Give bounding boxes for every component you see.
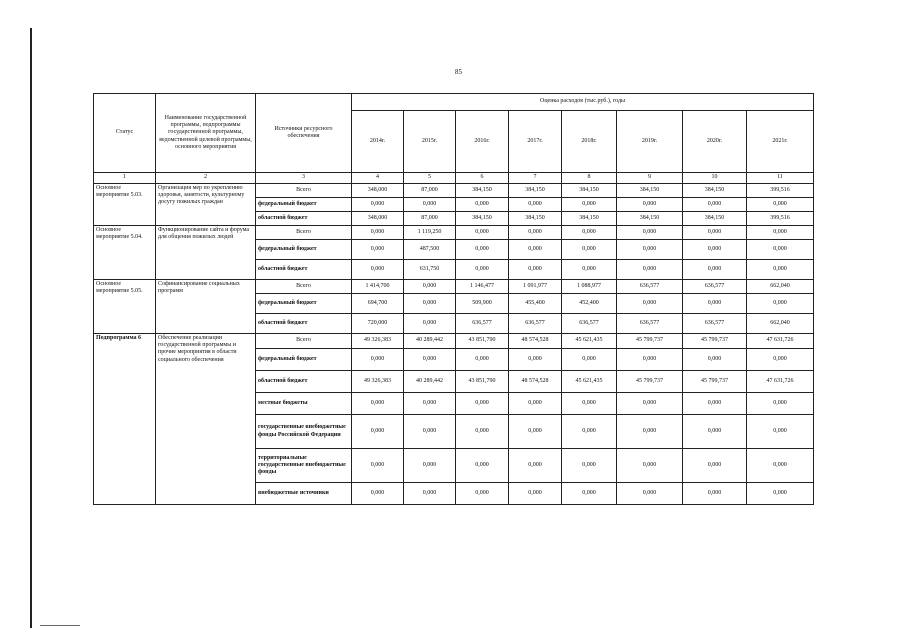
value-cell: 0,000 bbox=[352, 226, 404, 240]
value-cell: 0,000 bbox=[509, 240, 562, 260]
header-name: Наименование государственной программы, подпрограммы государственной программы, ведомственной целевой программы, основного мероприятия bbox=[156, 94, 256, 173]
source-cell: Всего bbox=[256, 184, 352, 198]
value-cell: 636,577 bbox=[509, 314, 562, 334]
value-cell: 384,150 bbox=[562, 184, 617, 198]
value-cell: 0,000 bbox=[617, 198, 683, 212]
header-source: Источники ресурсного обеспечения bbox=[256, 94, 352, 173]
header-year: 2015г. bbox=[404, 111, 456, 173]
value-cell: 0,000 bbox=[617, 240, 683, 260]
value-cell: 0,000 bbox=[747, 198, 814, 212]
value-cell: 0,000 bbox=[352, 349, 404, 371]
column-number: 11 bbox=[747, 173, 814, 184]
value-cell: 0,000 bbox=[617, 294, 683, 314]
value-cell: 48 574,528 bbox=[509, 334, 562, 349]
value-cell: 45 799,737 bbox=[617, 334, 683, 349]
source-cell: территориальные государственные внебюджетные фонды bbox=[256, 449, 352, 483]
value-cell: 384,150 bbox=[509, 184, 562, 198]
value-cell: 0,000 bbox=[617, 393, 683, 415]
value-cell: 0,000 bbox=[509, 260, 562, 280]
column-number: 2 bbox=[156, 173, 256, 184]
value-cell: 0,000 bbox=[509, 449, 562, 483]
value-cell: 0,000 bbox=[404, 393, 456, 415]
value-cell: 452,400 bbox=[562, 294, 617, 314]
value-cell: 0,000 bbox=[562, 449, 617, 483]
header-year: 2019г. bbox=[617, 111, 683, 173]
value-cell: 0,000 bbox=[456, 349, 509, 371]
value-cell: 0,000 bbox=[747, 449, 814, 483]
value-cell: 0,000 bbox=[617, 483, 683, 505]
value-cell: 43 851,790 bbox=[456, 371, 509, 393]
value-cell: 0,000 bbox=[683, 294, 747, 314]
value-cell: 0,000 bbox=[617, 226, 683, 240]
source-cell: государственные внебюджетные фонды Российской Федерации bbox=[256, 415, 352, 449]
source-cell: федеральный бюджет bbox=[256, 240, 352, 260]
value-cell: 0,000 bbox=[683, 415, 747, 449]
value-cell: 0,000 bbox=[683, 393, 747, 415]
value-cell: 0,000 bbox=[456, 393, 509, 415]
source-cell: федеральный бюджет bbox=[256, 294, 352, 314]
source-cell: внебюджетные источники bbox=[256, 483, 352, 505]
value-cell: 0,000 bbox=[404, 294, 456, 314]
source-cell: областной бюджет bbox=[256, 314, 352, 334]
value-cell: 45 621,435 bbox=[562, 371, 617, 393]
column-number: 8 bbox=[562, 173, 617, 184]
value-cell: 636,577 bbox=[683, 280, 747, 294]
source-cell: Всего bbox=[256, 334, 352, 349]
source-cell: местные бюджеты bbox=[256, 393, 352, 415]
value-cell: 87,000 bbox=[404, 212, 456, 226]
group-status: Основное мероприятие 5.04. bbox=[94, 226, 156, 280]
value-cell: 0,000 bbox=[456, 240, 509, 260]
value-cell: 0,000 bbox=[747, 415, 814, 449]
value-cell: 0,000 bbox=[747, 393, 814, 415]
value-cell: 0,000 bbox=[562, 240, 617, 260]
value-cell: 0,000 bbox=[352, 393, 404, 415]
value-cell: 636,577 bbox=[617, 280, 683, 294]
column-number: 3 bbox=[256, 173, 352, 184]
value-cell: 0,000 bbox=[562, 260, 617, 280]
value-cell: 694,700 bbox=[352, 294, 404, 314]
group-name: Функционирование сайта и форума для общения пожилых людей bbox=[156, 226, 256, 280]
table-header bbox=[94, 94, 814, 184]
value-cell: 0,000 bbox=[683, 483, 747, 505]
value-cell: 0,000 bbox=[404, 349, 456, 371]
value-cell: 384,150 bbox=[617, 212, 683, 226]
source-cell: федеральный бюджет bbox=[256, 349, 352, 371]
value-cell: 47 631,726 bbox=[747, 371, 814, 393]
value-cell: 87,000 bbox=[404, 184, 456, 198]
value-cell: 49 326,383 bbox=[352, 371, 404, 393]
source-cell: федеральный бюджет bbox=[256, 198, 352, 212]
value-cell: 487,500 bbox=[404, 240, 456, 260]
value-cell: 0,000 bbox=[617, 449, 683, 483]
value-cell: 0,000 bbox=[404, 198, 456, 212]
value-cell: 0,000 bbox=[683, 449, 747, 483]
page-number: 85 bbox=[455, 68, 462, 76]
value-cell: 636,577 bbox=[456, 314, 509, 334]
value-cell: 662,040 bbox=[747, 280, 814, 294]
value-cell: 45 799,737 bbox=[683, 371, 747, 393]
scan-edge-line bbox=[30, 28, 32, 628]
value-cell: 384,150 bbox=[683, 184, 747, 198]
table-row bbox=[94, 334, 814, 349]
value-cell: 0,000 bbox=[562, 415, 617, 449]
value-cell: 47 631,726 bbox=[747, 334, 814, 349]
value-cell: 384,150 bbox=[509, 212, 562, 226]
value-cell: 0,000 bbox=[683, 349, 747, 371]
source-cell: Всего bbox=[256, 226, 352, 240]
value-cell: 384,150 bbox=[456, 184, 509, 198]
column-number: 7 bbox=[509, 173, 562, 184]
value-cell: 0,000 bbox=[352, 240, 404, 260]
table-body bbox=[94, 184, 814, 505]
value-cell: 0,000 bbox=[404, 483, 456, 505]
scan-edge-mark bbox=[40, 625, 80, 626]
value-cell: 0,000 bbox=[352, 260, 404, 280]
group-status: Основное мероприятие 5.05. bbox=[94, 280, 156, 334]
group-status: Подпрограмма 6 bbox=[94, 334, 156, 505]
value-cell: 0,000 bbox=[456, 415, 509, 449]
value-cell: 0,000 bbox=[404, 280, 456, 294]
value-cell: 1 088,977 bbox=[562, 280, 617, 294]
value-cell: 0,000 bbox=[352, 198, 404, 212]
value-cell: 631,750 bbox=[404, 260, 456, 280]
header-status: Статус bbox=[94, 94, 156, 173]
value-cell: 348,000 bbox=[352, 184, 404, 198]
source-cell: областной бюджет bbox=[256, 371, 352, 393]
value-cell: 43 851,790 bbox=[456, 334, 509, 349]
value-cell: 0,000 bbox=[509, 415, 562, 449]
header-year: 2017г. bbox=[509, 111, 562, 173]
table-row bbox=[94, 184, 814, 198]
value-cell: 0,000 bbox=[509, 393, 562, 415]
value-cell: 509,900 bbox=[456, 294, 509, 314]
table-row bbox=[94, 226, 814, 240]
value-cell: 0,000 bbox=[404, 314, 456, 334]
value-cell: 384,150 bbox=[683, 212, 747, 226]
value-cell: 0,000 bbox=[562, 198, 617, 212]
value-cell: 384,150 bbox=[562, 212, 617, 226]
source-cell: областной бюджет bbox=[256, 212, 352, 226]
column-number: 4 bbox=[352, 173, 404, 184]
value-cell: 0,000 bbox=[456, 226, 509, 240]
value-cell: 0,000 bbox=[617, 349, 683, 371]
value-cell: 0,000 bbox=[456, 449, 509, 483]
value-cell: 399,516 bbox=[747, 184, 814, 198]
header-year: 2018г. bbox=[562, 111, 617, 173]
value-cell: 0,000 bbox=[683, 260, 747, 280]
value-cell: 636,577 bbox=[617, 314, 683, 334]
value-cell: 40 289,442 bbox=[404, 371, 456, 393]
value-cell: 45 621,435 bbox=[562, 334, 617, 349]
table-row bbox=[94, 280, 814, 294]
column-number: 9 bbox=[617, 173, 683, 184]
value-cell: 0,000 bbox=[456, 260, 509, 280]
column-number: 5 bbox=[404, 173, 456, 184]
value-cell: 0,000 bbox=[352, 449, 404, 483]
value-cell: 348,000 bbox=[352, 212, 404, 226]
value-cell: 45 799,737 bbox=[683, 334, 747, 349]
group-name: Софинансирование социальных программ bbox=[156, 280, 256, 334]
expense-table bbox=[93, 93, 814, 505]
value-cell: 45 799,737 bbox=[617, 371, 683, 393]
value-cell: 0,000 bbox=[456, 198, 509, 212]
value-cell: 1 414,700 bbox=[352, 280, 404, 294]
value-cell: 0,000 bbox=[747, 349, 814, 371]
value-cell: 399,516 bbox=[747, 212, 814, 226]
value-cell: 0,000 bbox=[562, 349, 617, 371]
group-status: Основное мероприятие 5.03. bbox=[94, 184, 156, 226]
value-cell: 0,000 bbox=[509, 483, 562, 505]
value-cell: 0,000 bbox=[747, 294, 814, 314]
value-cell: 455,400 bbox=[509, 294, 562, 314]
value-cell: 636,577 bbox=[683, 314, 747, 334]
value-cell: 1 146,477 bbox=[456, 280, 509, 294]
value-cell: 0,000 bbox=[404, 449, 456, 483]
header-year: 2014г. bbox=[352, 111, 404, 173]
value-cell: 40 289,442 bbox=[404, 334, 456, 349]
header-year: 2021г. bbox=[747, 111, 814, 173]
source-cell: Всего bbox=[256, 280, 352, 294]
header-year: 2020г. bbox=[683, 111, 747, 173]
column-number: 1 bbox=[94, 173, 156, 184]
value-cell: 0,000 bbox=[617, 415, 683, 449]
value-cell: 0,000 bbox=[352, 415, 404, 449]
value-cell: 48 574,528 bbox=[509, 371, 562, 393]
column-number: 10 bbox=[683, 173, 747, 184]
value-cell: 0,000 bbox=[747, 226, 814, 240]
value-cell: 720,000 bbox=[352, 314, 404, 334]
value-cell: 384,150 bbox=[617, 184, 683, 198]
value-cell: 0,000 bbox=[509, 226, 562, 240]
value-cell: 1 119,250 bbox=[404, 226, 456, 240]
value-cell: 662,040 bbox=[747, 314, 814, 334]
value-cell: 0,000 bbox=[747, 240, 814, 260]
source-cell: областной бюджет bbox=[256, 260, 352, 280]
value-cell: 0,000 bbox=[562, 226, 617, 240]
column-number: 6 bbox=[456, 173, 509, 184]
value-cell: 0,000 bbox=[456, 483, 509, 505]
value-cell: 0,000 bbox=[352, 483, 404, 505]
value-cell: 0,000 bbox=[683, 240, 747, 260]
value-cell: 636,577 bbox=[562, 314, 617, 334]
value-cell: 0,000 bbox=[683, 226, 747, 240]
group-name: Обеспечение реализации государственной программы и прочие мероприятия в области социального обеспечения bbox=[156, 334, 256, 505]
value-cell: 49 326,383 bbox=[352, 334, 404, 349]
value-cell: 0,000 bbox=[617, 260, 683, 280]
value-cell: 0,000 bbox=[509, 349, 562, 371]
header-year: 2016г. bbox=[456, 111, 509, 173]
header-estimate: Оценка расходов (тыс.руб.), годы bbox=[352, 94, 814, 111]
value-cell: 0,000 bbox=[562, 393, 617, 415]
value-cell: 0,000 bbox=[747, 483, 814, 505]
value-cell: 0,000 bbox=[509, 198, 562, 212]
value-cell: 0,000 bbox=[747, 260, 814, 280]
value-cell: 0,000 bbox=[404, 415, 456, 449]
value-cell: 384,150 bbox=[456, 212, 509, 226]
value-cell: 0,000 bbox=[562, 483, 617, 505]
value-cell: 1 091,977 bbox=[509, 280, 562, 294]
group-name: Организация мер по укреплению здоровья, занятости, культурному досугу пожилых граждан bbox=[156, 184, 256, 226]
value-cell: 0,000 bbox=[683, 198, 747, 212]
